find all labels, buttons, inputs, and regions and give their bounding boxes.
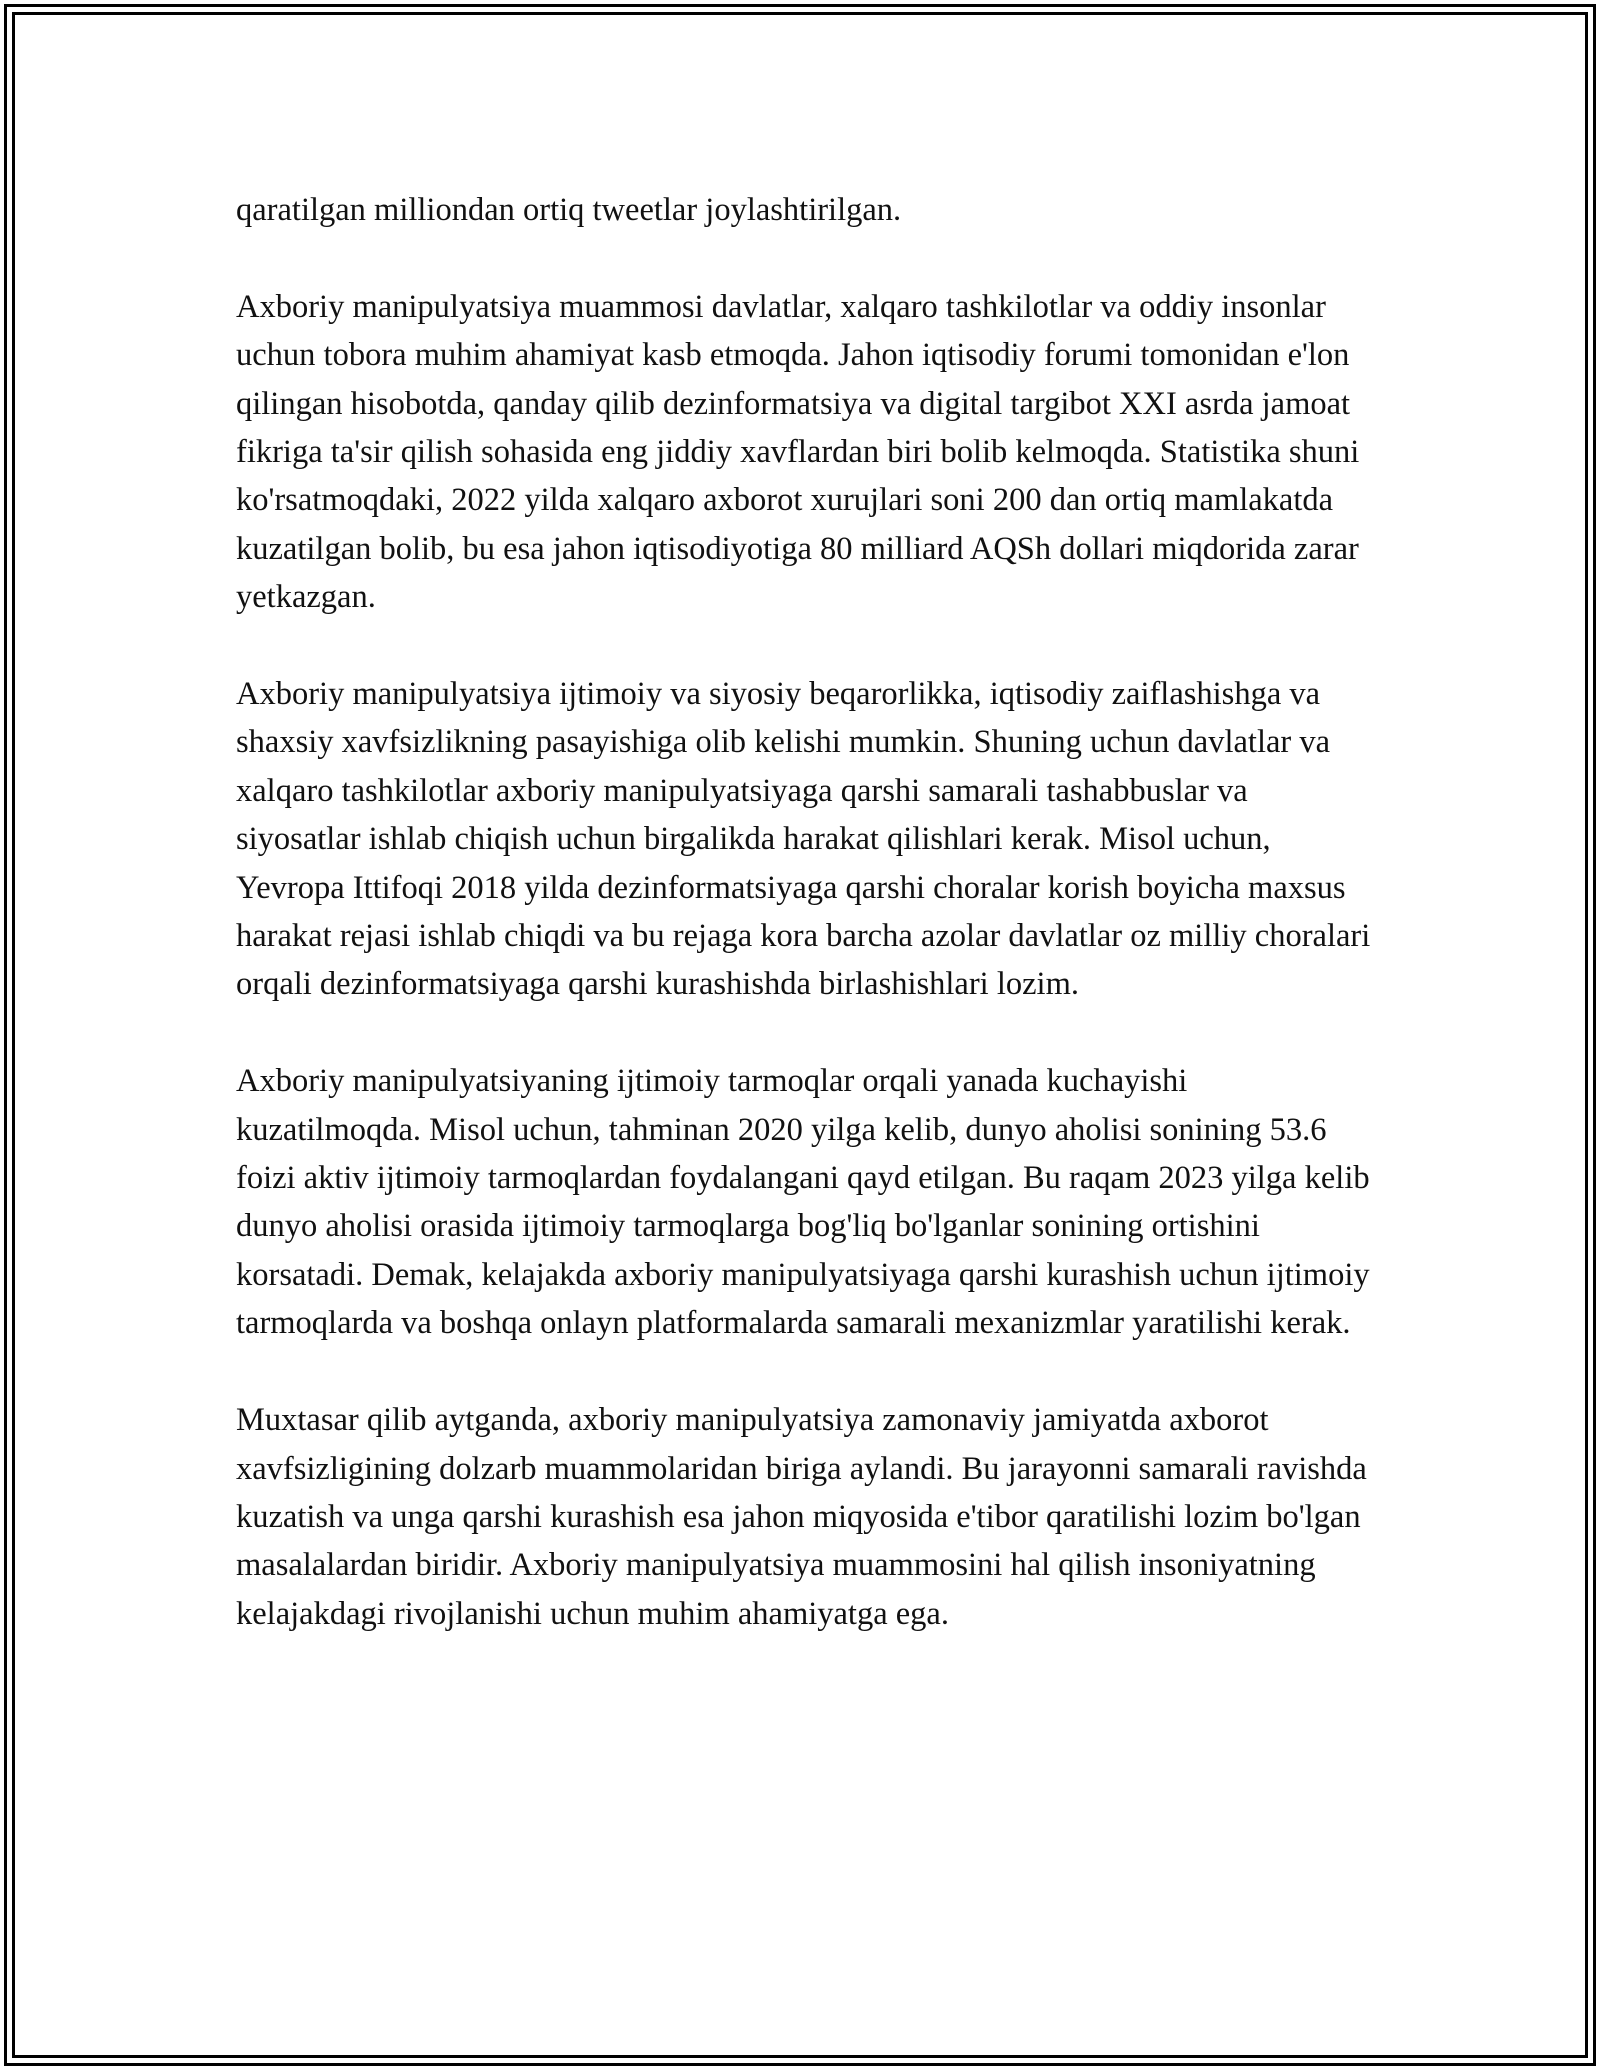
paragraph-4: Axboriy manipulyatsiyaning ijtimoiy tarmoqlar orqali yanada kuchayishi kuzatilmoqda. Misol uchun, tahminan 2020 yilga kelib, dunyo aholisi sonining 53.6 foizi aktiv ijtimoiy tarmoqlardan foydalangani qayd etilgan. Bu raqam 2023 yilga kelib dunyo aholisi orasida ijtimoiy tarmoqlarga bog'liq bo'lganlar sonining ortishini korsatadi. Demak, kelajakda axboriy manipulyatsiyaga qarshi kurashish uchun ijtimoiy tarmoqlarda va boshqa onlayn platformalarda samarali mexanizmlar yaratilishi kerak. xyxy=(236,1063,1370,1342)
document-body xyxy=(236,186,1376,1638)
paragraph-5: Muxtasar qilib aytganda, axboriy manipulyatsiya zamonaviy jamiyatda axborot xavfsizligining dolzarb muammolaridan biriga aylandi. Bu jarayonni samarali ravishda kuzatish va unga qarshi kurashish esa jahon miqyosida e'tibor qaratilishi lozim bo'lgan masalalardan biridir. Axboriy manipulyatsiya muammosini hal qilish insoniyatning kelajakdagi rivojlanishi uchun muhim ahamiyatga ega. xyxy=(236,1402,1367,1632)
paragraph-2: Axboriy manipulyatsiya muammosi davlatlar, xalqaro tashkilotlar va oddiy insonlar uchun tobora muhim ahamiyat kasb etmoqda. Jahon iqtisodiy forumi tomonidan e'lon qilingan hisobotda, qanday qilib dezinformatsiya va digital targibot XXI asrda jamoat fikriga ta'sir qilish sohasida eng jiddiy xavflardan biri bolib kelmoqda. Statistika shuni ko'rsatmoqdaki, 2022 yilda xalqaro axborot xurujlari soni 200 dan ortiq mamlakatda kuzatilgan bolib, bu esa jahon iqtisodiyotiga 80 milliard AQSh dollari miqdorida zarar yetkazgan. xyxy=(236,288,1360,616)
paragraph-1: qaratilgan milliondan ortiq tweetlar joylashtirilgan. xyxy=(236,192,902,228)
paragraph-3: Axboriy manipulyatsiya ijtimoiy va siyosiy beqarorlikka, iqtisodiy zaiflashishga va shaxsiy xavfsizlikning pasayishiga olib kelishi mumkin. Shuning uchun davlatlar va xalqaro tashkilotlar axboriy manipulyatsiyaga qarshi samarali tashabbuslar va siyosatlar ishlab chiqish uchun birgalikda harakat qilishlari kerak. Misol uchun, Yevropa Ittifoqi 2018 yilda dezinformatsiyaga qarshi choralar korish boyicha maxsus harakat rejasi ishlab chiqdi va bu rejaga kora barcha azolar davlatlar oz milliy choralari orqali dezinformatsiyaga qarshi kurashishda birlashishlari lozim. xyxy=(236,676,1371,1003)
